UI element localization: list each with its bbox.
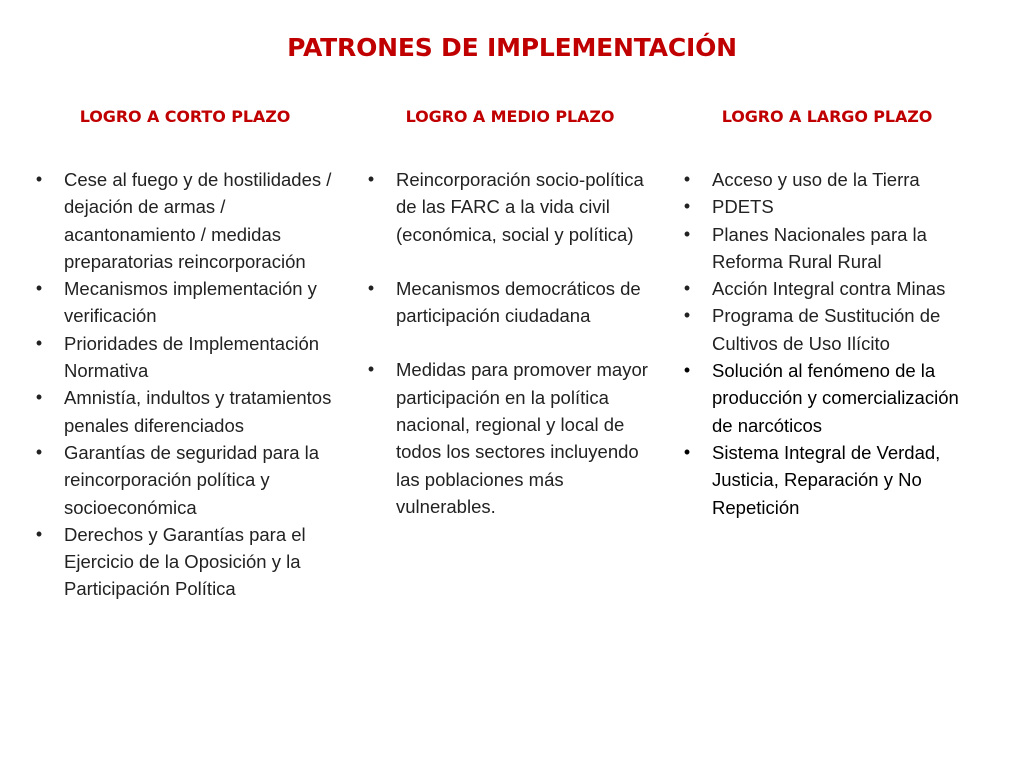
list-item-text: Solución al fenómeno de la producción y comercialización de narcóticos (712, 360, 959, 436)
list-item (678, 439, 976, 521)
list-item-text: PDETS (712, 196, 774, 218)
bullet-icon: • (367, 359, 375, 380)
list-item (30, 384, 342, 439)
slide-title: PATRONES DE IMPLEMENTACIÓN (287, 33, 737, 62)
column-heading-long-term: LOGRO A LARGO PLAZO (721, 107, 933, 126)
bullet-icon: • (683, 169, 691, 189)
bullet-list-medium-term (362, 166, 658, 520)
bullet-icon: • (35, 523, 43, 544)
list-item-text: Mecanismos democráticos de participación ciudadana (396, 277, 641, 327)
list-item (678, 275, 976, 302)
list-item-text: Acceso y uso de la Tierra (712, 169, 920, 190)
bullet-icon: • (35, 441, 43, 462)
list-item (362, 356, 658, 520)
bullet-icon: • (35, 332, 43, 353)
list-item-text: Reincorporación socio-política de las FARC a la vida civil (económica, social y política) (396, 169, 644, 245)
list-item-text: Amnistía, indultos y tratamientos penales diferenciados (64, 387, 332, 436)
list-item (678, 193, 976, 220)
bullet-icon: • (367, 277, 375, 298)
list-item (678, 357, 976, 439)
bullet-icon: • (683, 196, 691, 217)
list-item (30, 521, 342, 603)
column-heading-short-term: LOGRO A CORTO PLAZO (79, 107, 291, 126)
bullet-icon: • (683, 360, 691, 381)
list-item (30, 439, 342, 521)
bullet-icon: • (35, 169, 43, 189)
list-item (30, 166, 342, 275)
list-item-text: Cese al fuego y de hostilidades / dejación de armas / acantonamiento / medidas preparatorias reincorporación (64, 169, 332, 272)
list-item (678, 221, 976, 276)
list-item (30, 275, 342, 330)
bullet-icon: • (683, 278, 691, 299)
list-item-text: Planes Nacionales para la Reforma Rural Rural (712, 223, 927, 272)
bullet-icon: • (35, 387, 43, 408)
list-item-text: Programa de Sustitución de Cultivos de Uso Ilícito (712, 305, 941, 354)
bullet-icon: • (683, 305, 691, 326)
column-heading-medium-term: LOGRO A MEDIO PLAZO (405, 107, 615, 126)
list-item (362, 275, 658, 330)
bullet-icon: • (35, 278, 43, 299)
bullet-icon: • (683, 223, 691, 244)
list-item-text: Derechos y Garantías para el Ejercicio de la Oposición y la Participación Política (64, 523, 306, 600)
column-short-term (30, 106, 342, 603)
list-item-text: Acción Integral contra Minas (712, 278, 946, 300)
bullet-list-long-term (678, 166, 976, 521)
list-item (678, 166, 976, 193)
list-item-text: Medidas para promover mayor participación en la política nacional, regional y local de todos los sectores incluyendo las poblaciones más vulnerables. (396, 359, 648, 517)
list-item (362, 166, 658, 248)
bullet-icon: • (367, 169, 375, 189)
list-item-text: Mecanismos implementación y verificación (64, 278, 317, 327)
list-item-text: Sistema Integral de Verdad, Justicia, Reparación y No Repetición (712, 441, 941, 518)
column-medium-term (362, 106, 658, 520)
list-item-text: Garantías de seguridad para la reincorporación política y socioeconómica (64, 441, 320, 518)
column-long-term (678, 106, 976, 521)
bullet-list-short-term (30, 166, 342, 603)
list-item (678, 302, 976, 357)
list-item-text: Prioridades de Implementación Normativa (64, 332, 320, 382)
list-item (30, 330, 342, 385)
bullet-icon: • (683, 441, 691, 462)
